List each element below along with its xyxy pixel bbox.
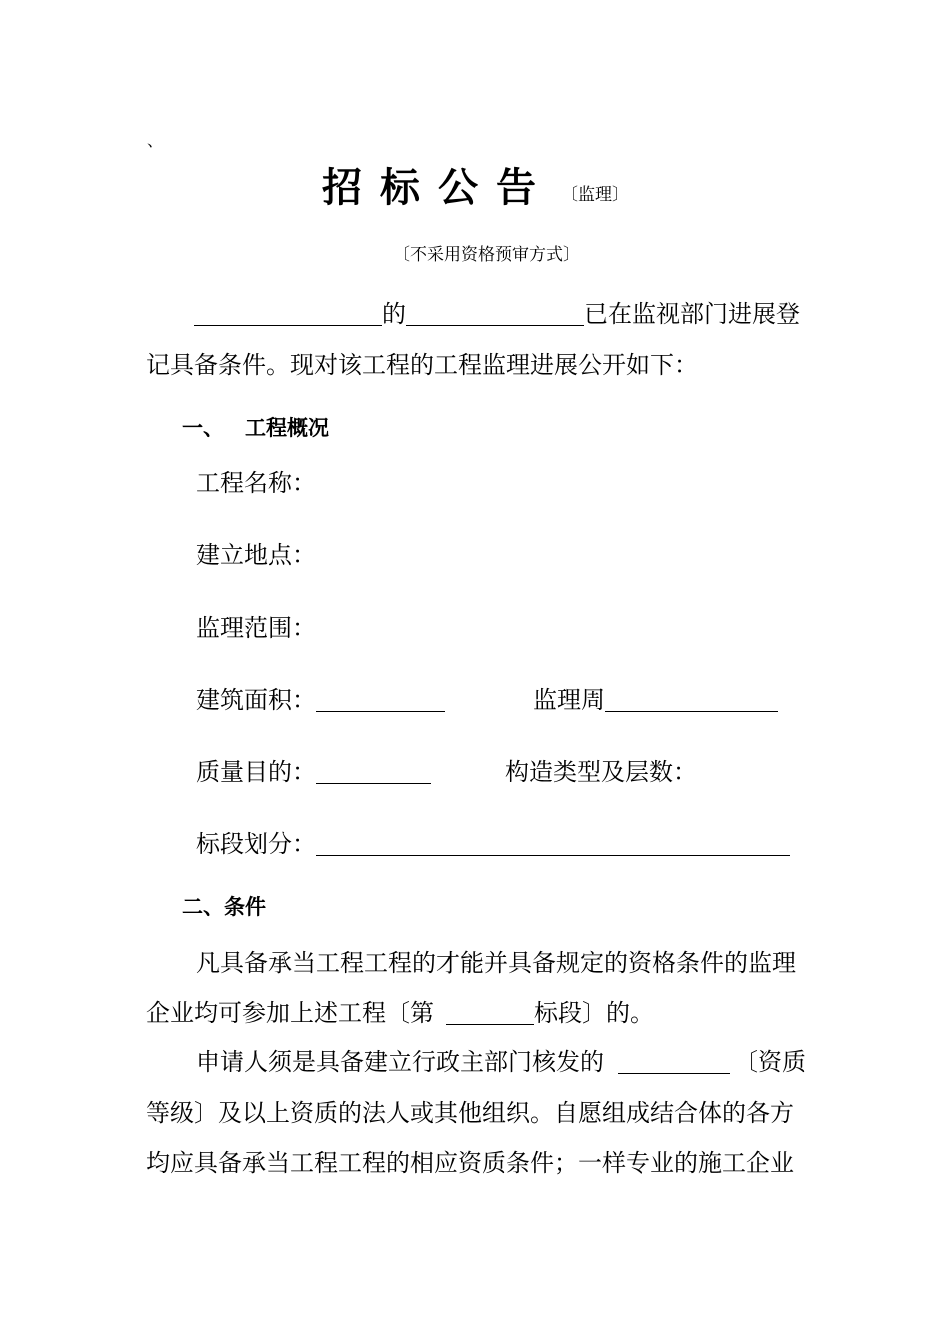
- section-1-number: 一、: [182, 415, 224, 440]
- intro-line-1-end: 已在监视部门进展登: [584, 300, 800, 328]
- field-quality-blank: [316, 761, 431, 784]
- project-name-blank: [406, 303, 584, 326]
- lot-number-blank: [446, 1002, 534, 1025]
- page-title: 招标公告: [322, 164, 554, 211]
- subtitle: 〔不采用资格预审方式〕: [393, 245, 580, 265]
- field-area-blank: [316, 689, 445, 712]
- field-structure: 构造类型及层数：: [505, 758, 697, 786]
- section-2-p2-line-3: 均应具备承当工程工程的相应资质条件；一样专业的施工企业: [146, 1149, 794, 1177]
- page-mark: 、: [147, 131, 164, 150]
- intro-line-2: 记具备条件。现对该工程的工程监理进展公开如下：: [146, 351, 698, 379]
- project-owner-blank: [194, 303, 382, 326]
- field-location: 建立地点：: [196, 541, 316, 569]
- section-2-p2-line-1: [196, 1050, 806, 1074]
- title-suffix: 〔监理〕: [561, 185, 629, 205]
- intro-connector: 的: [382, 300, 406, 328]
- section-2-p2-line-2: 等级〕及以上资质的法人或其他组织。自愿组成结合体的各方: [146, 1099, 794, 1127]
- field-section-division: [196, 832, 790, 856]
- field-area: [196, 688, 445, 712]
- qualification-blank: [618, 1051, 730, 1074]
- section-2-p1-line-2-b: 标段〕的。: [534, 999, 654, 1027]
- field-period-blank: [605, 689, 778, 712]
- field-quality-label: 质量目的：: [196, 758, 316, 786]
- field-section-division-label: 标段划分：: [196, 830, 316, 858]
- section-2-p1-line-1: 凡具备承当工程工程的才能并具备规定的资格条件的监理: [196, 949, 796, 977]
- section-1-heading: 工程概况: [245, 415, 329, 440]
- field-project-name: 工程名称：: [196, 469, 316, 497]
- field-section-division-blank: [316, 833, 790, 856]
- section-2-p1-line-2: [146, 1001, 654, 1025]
- field-period-label: 监理周: [533, 686, 605, 714]
- intro-line-1: [194, 302, 800, 326]
- field-period: [533, 688, 778, 712]
- field-scope: 监理范围：: [196, 614, 316, 642]
- section-2-p1-line-2-a: 企业均可参加上述工程〔第: [146, 999, 434, 1027]
- section-2-p2-line-1-b: 〔资质: [734, 1048, 806, 1076]
- field-quality: [196, 760, 431, 784]
- section-2-p2-line-1-a: 申请人须是具备建立行政主部门核发的: [196, 1048, 604, 1076]
- section-2-heading: 二、条件: [182, 894, 266, 919]
- field-area-label: 建筑面积：: [196, 686, 316, 714]
